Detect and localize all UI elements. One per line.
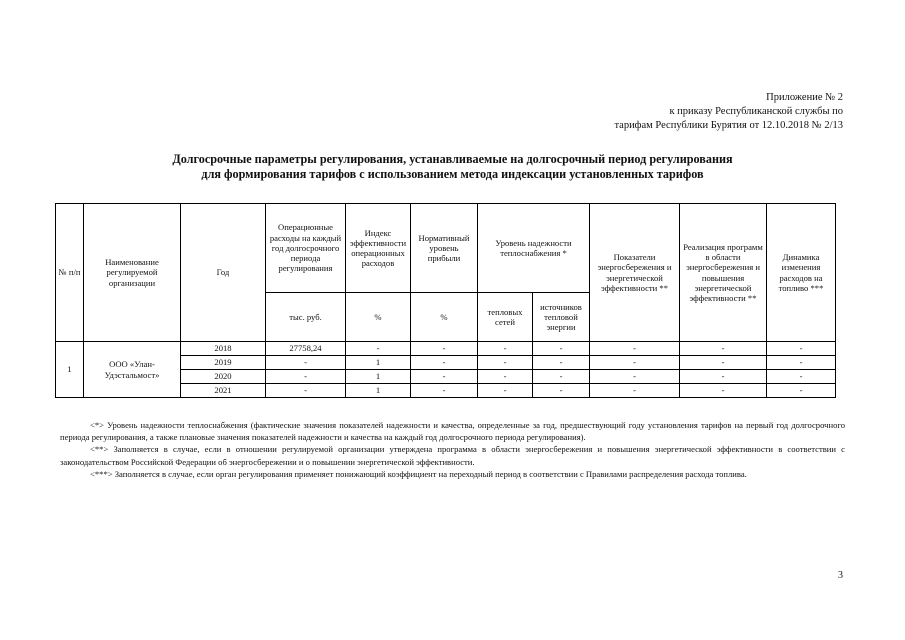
page-number: 3	[838, 570, 843, 581]
cell-profit: -	[411, 342, 478, 356]
cell-networks: -	[478, 384, 533, 398]
header-org: Наименование регулируемой организации	[84, 204, 181, 342]
header-profit: Нормативный уровень прибыли	[411, 204, 478, 293]
org-name: ООО «Улан-Удэстальмост»	[84, 342, 181, 398]
title-line-2: для формирования тарифов с использованием метода индексации установленных тарифов	[201, 167, 704, 181]
table-row	[56, 342, 836, 356]
cell-opex: -	[266, 384, 346, 398]
annex-order-date: тарифам Республики Бурятия от 12.10.2018 № 2/13	[614, 120, 843, 131]
footnote-2: <**> Заполняется в случае, если в отношении регулируемой организации утверждена программа в области энергосбережения и повышения энергетической эффективности в соответствии с законодательством Российской Федерации об энергосбережении и о повышении энергетической эффективности.	[60, 444, 845, 467]
cell-year: 2021	[181, 384, 266, 398]
cell-year: 2019	[181, 356, 266, 370]
annex-number: Приложение № 2	[766, 92, 843, 103]
cell-sources: -	[533, 356, 590, 370]
cell-sources: -	[533, 342, 590, 356]
cell-networks: -	[478, 370, 533, 384]
cell-programs: -	[680, 384, 767, 398]
cell-index: 1	[346, 356, 411, 370]
document-title	[60, 152, 845, 182]
cell-sources: -	[533, 370, 590, 384]
cell-opex: 27758,24	[266, 342, 346, 356]
annex-header	[614, 91, 843, 133]
header-reliability: Уровень надежности теплоснабжения *	[478, 204, 590, 293]
parameters-table	[55, 203, 836, 398]
cell-energy: -	[590, 342, 680, 356]
cell-fuel: -	[767, 384, 836, 398]
subheader-sources: источников тепловой энергии	[533, 293, 590, 342]
cell-programs: -	[680, 370, 767, 384]
cell-year: 2018	[181, 342, 266, 356]
unit-profit: %	[411, 293, 478, 342]
cell-energy: -	[590, 384, 680, 398]
header-energy: Показатели энергосбережения и энергетической эффективности **	[590, 204, 680, 342]
cell-energy: -	[590, 356, 680, 370]
cell-index: 1	[346, 384, 411, 398]
cell-fuel: -	[767, 356, 836, 370]
unit-index: %	[346, 293, 411, 342]
cell-profit: -	[411, 384, 478, 398]
cell-year: 2020	[181, 370, 266, 384]
header-fuel: Динамика изменения расходов на топливо ***	[767, 204, 836, 342]
header-year: Год	[181, 204, 266, 342]
cell-opex: -	[266, 356, 346, 370]
annex-order-ref: к приказу Республиканской службы по	[669, 106, 843, 117]
title-line-1: Долгосрочные параметры регулирования, устанавливаемые на долгосрочный период регулирования	[172, 152, 733, 166]
cell-profit: -	[411, 370, 478, 384]
cell-index: 1	[346, 370, 411, 384]
footnote-1: <*> Уровень надежности теплоснабжения (фактические значения показателей надежности и качества, определенные за год, предшествующий году установления тарифов на первый год долгосрочного периода регулирования, а также плановые значения показателей надежности и качества на каждый год долгосрочного периода регулирования).	[60, 420, 845, 443]
header-programs: Реализация программ в области энергосбережения и повышения энергетической эффективности **	[680, 204, 767, 342]
header-row-1	[56, 204, 836, 293]
cell-programs: -	[680, 356, 767, 370]
cell-fuel: -	[767, 370, 836, 384]
cell-opex: -	[266, 370, 346, 384]
header-num: № п/п	[56, 204, 84, 342]
cell-programs: -	[680, 342, 767, 356]
header-index: Индекс эффективности операционных расходов	[346, 204, 411, 293]
cell-networks: -	[478, 356, 533, 370]
cell-networks: -	[478, 342, 533, 356]
cell-profit: -	[411, 356, 478, 370]
cell-index: -	[346, 342, 411, 356]
footnote-3: <***> Заполняется в случае, если орган регулирования применяет понижающий коэффициент на переходный период в соответствии с Правилами распределения расхода топлива.	[90, 468, 747, 479]
cell-sources: -	[533, 384, 590, 398]
org-num: 1	[56, 342, 84, 398]
cell-energy: -	[590, 370, 680, 384]
header-opex: Операционные расходы на каждый год долгосрочного периода регулирования	[266, 204, 346, 293]
subheader-networks: тепловых сетей	[478, 293, 533, 342]
footnotes	[60, 419, 845, 480]
unit-opex: тыс. руб.	[266, 293, 346, 342]
cell-fuel: -	[767, 342, 836, 356]
